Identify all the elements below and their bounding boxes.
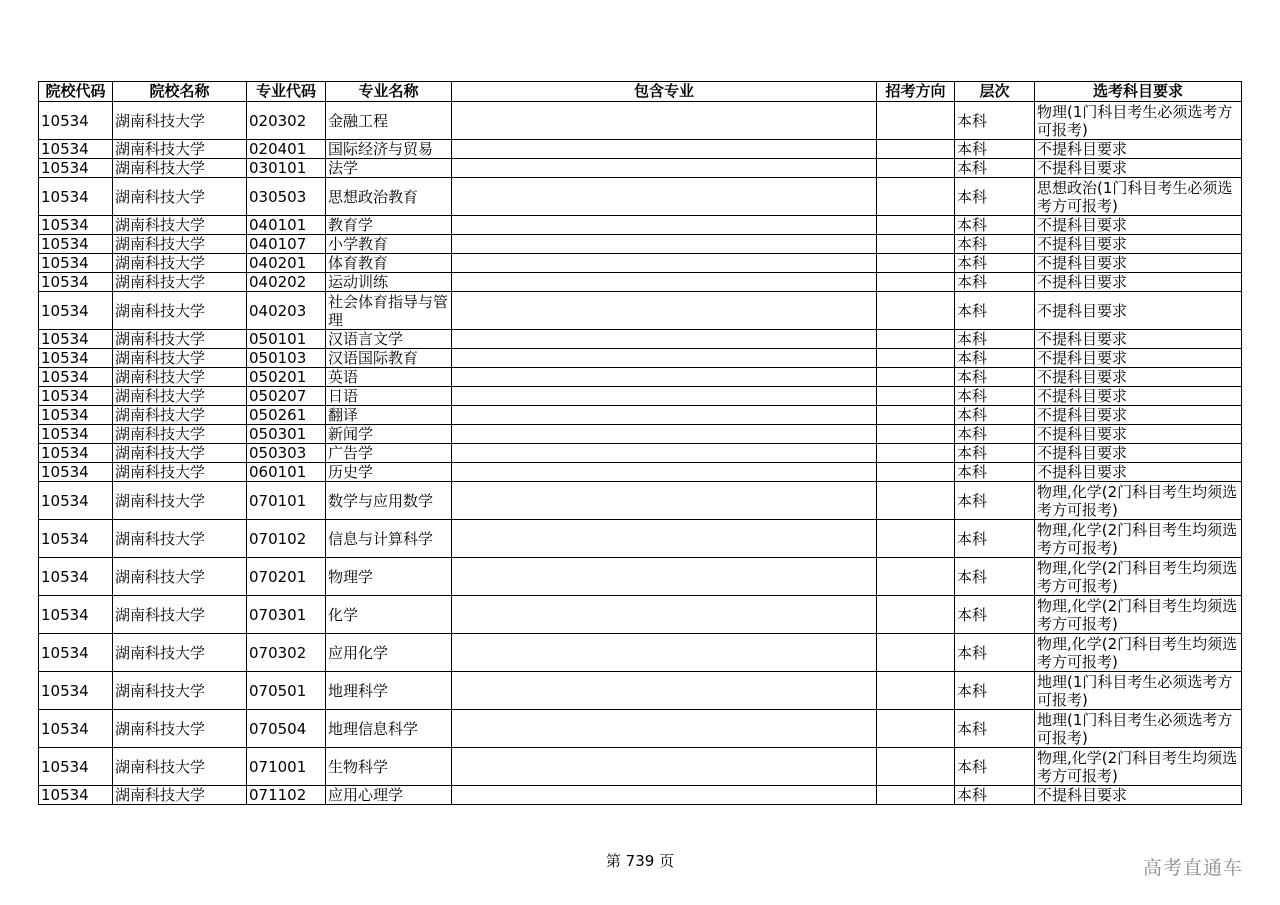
cell-level: 本科 [955,254,1035,273]
table-row [39,634,1242,672]
cell-subject-requirements: 不提科目要求 [1035,786,1242,805]
cell-school-code: 10534 [39,463,113,482]
cell-major-code: 020401 [247,140,326,159]
cell-subject-requirements: 不提科目要求 [1035,387,1242,406]
cell-subject-requirements: 不提科目要求 [1035,406,1242,425]
cell-included-majors [452,463,877,482]
cell-level: 本科 [955,596,1035,634]
table-row [39,273,1242,292]
cell-major-name: 英语 [326,368,452,387]
cell-subject-requirements: 不提科目要求 [1035,330,1242,349]
cell-included-majors [452,178,877,216]
cell-major-name: 汉语言文学 [326,330,452,349]
cell-level: 本科 [955,634,1035,672]
table-row [39,444,1242,463]
cell-major-code: 070301 [247,596,326,634]
cell-school-name: 湖南科技大学 [113,292,247,330]
cell-school-name: 湖南科技大学 [113,786,247,805]
cell-school-name: 湖南科技大学 [113,672,247,710]
cell-school-name: 湖南科技大学 [113,254,247,273]
cell-major-code: 060101 [247,463,326,482]
cell-major-code: 071001 [247,748,326,786]
cell-school-name: 湖南科技大学 [113,482,247,520]
table-header-row [39,82,1242,102]
cell-major-name: 新闻学 [326,425,452,444]
cell-included-majors [452,387,877,406]
cell-subject-requirements: 不提科目要求 [1035,292,1242,330]
cell-admission-direction [877,140,955,159]
cell-school-code: 10534 [39,748,113,786]
table-row [39,349,1242,368]
cell-subject-requirements: 不提科目要求 [1035,444,1242,463]
cell-school-name: 湖南科技大学 [113,444,247,463]
cell-level: 本科 [955,672,1035,710]
cell-included-majors [452,292,877,330]
cell-included-majors [452,159,877,178]
cell-major-name: 信息与计算科学 [326,520,452,558]
header-level: 层次 [955,82,1035,102]
cell-subject-requirements: 物理,化学(2门科目考生均须选考方可报考) [1035,482,1242,520]
cell-admission-direction [877,482,955,520]
cell-school-code: 10534 [39,444,113,463]
cell-major-name: 地理科学 [326,672,452,710]
cell-included-majors [452,368,877,387]
cell-major-code: 050103 [247,349,326,368]
cell-level: 本科 [955,520,1035,558]
header-school-name: 院校名称 [113,82,247,102]
cell-major-name: 法学 [326,159,452,178]
table-row [39,178,1242,216]
cell-school-code: 10534 [39,292,113,330]
cell-admission-direction [877,178,955,216]
cell-admission-direction [877,596,955,634]
table-row [39,596,1242,634]
cell-level: 本科 [955,292,1035,330]
table-row [39,387,1242,406]
cell-admission-direction [877,273,955,292]
cell-school-code: 10534 [39,387,113,406]
table-row [39,520,1242,558]
cell-school-code: 10534 [39,235,113,254]
cell-level: 本科 [955,425,1035,444]
cell-major-code: 050301 [247,425,326,444]
cell-included-majors [452,425,877,444]
cell-school-code: 10534 [39,425,113,444]
table-row [39,425,1242,444]
cell-subject-requirements: 不提科目要求 [1035,368,1242,387]
cell-level: 本科 [955,102,1035,140]
cell-major-code: 050101 [247,330,326,349]
cell-school-code: 10534 [39,406,113,425]
cell-included-majors [452,672,877,710]
cell-admission-direction [877,159,955,178]
cell-included-majors [452,235,877,254]
cell-major-name: 日语 [326,387,452,406]
cell-school-code: 10534 [39,368,113,387]
cell-major-name: 社会体育指导与管理 [326,292,452,330]
cell-school-name: 湖南科技大学 [113,349,247,368]
cell-school-code: 10534 [39,159,113,178]
cell-major-name: 广告学 [326,444,452,463]
cell-included-majors [452,444,877,463]
cell-major-code: 050303 [247,444,326,463]
cell-admission-direction [877,558,955,596]
cell-major-code: 040107 [247,235,326,254]
table-row [39,786,1242,805]
cell-level: 本科 [955,349,1035,368]
cell-school-code: 10534 [39,558,113,596]
cell-major-name: 物理学 [326,558,452,596]
cell-level: 本科 [955,387,1035,406]
table-row [39,159,1242,178]
cell-school-code: 10534 [39,140,113,159]
cell-school-name: 湖南科技大学 [113,425,247,444]
cell-school-name: 湖南科技大学 [113,387,247,406]
cell-school-code: 10534 [39,672,113,710]
cell-admission-direction [877,235,955,254]
cell-major-name: 地理信息科学 [326,710,452,748]
cell-subject-requirements: 物理,化学(2门科目考生均须选考方可报考) [1035,596,1242,634]
cell-school-code: 10534 [39,634,113,672]
table-row [39,292,1242,330]
cell-level: 本科 [955,368,1035,387]
cell-level: 本科 [955,178,1035,216]
cell-admission-direction [877,330,955,349]
cell-admission-direction [877,368,955,387]
cell-major-code: 070102 [247,520,326,558]
cell-school-name: 湖南科技大学 [113,178,247,216]
cell-included-majors [452,520,877,558]
cell-major-code: 050261 [247,406,326,425]
cell-admission-direction [877,748,955,786]
cell-included-majors [452,254,877,273]
cell-major-code: 071102 [247,786,326,805]
cell-included-majors [452,482,877,520]
cell-included-majors [452,216,877,235]
cell-school-code: 10534 [39,710,113,748]
cell-subject-requirements: 不提科目要求 [1035,254,1242,273]
cell-school-code: 10534 [39,178,113,216]
cell-major-code: 020302 [247,102,326,140]
header-major-name: 专业名称 [326,82,452,102]
cell-included-majors [452,786,877,805]
table-row [39,330,1242,349]
cell-school-name: 湖南科技大学 [113,159,247,178]
table-row [39,406,1242,425]
cell-school-name: 湖南科技大学 [113,596,247,634]
table-row [39,102,1242,140]
header-subject-requirements: 选考科目要求 [1035,82,1242,102]
table-row [39,710,1242,748]
cell-major-name: 应用心理学 [326,786,452,805]
cell-included-majors [452,558,877,596]
cell-major-name: 翻译 [326,406,452,425]
cell-subject-requirements: 不提科目要求 [1035,349,1242,368]
cell-school-code: 10534 [39,254,113,273]
cell-included-majors [452,102,877,140]
cell-major-name: 汉语国际教育 [326,349,452,368]
cell-major-name: 小学教育 [326,235,452,254]
cell-major-code: 070101 [247,482,326,520]
cell-included-majors [452,273,877,292]
table-row [39,463,1242,482]
cell-major-code: 070501 [247,672,326,710]
cell-major-code: 040101 [247,216,326,235]
cell-major-code: 040202 [247,273,326,292]
cell-school-name: 湖南科技大学 [113,368,247,387]
cell-subject-requirements: 物理,化学(2门科目考生均须选考方可报考) [1035,520,1242,558]
cell-school-name: 湖南科技大学 [113,520,247,558]
cell-subject-requirements: 物理(1门科目考生必须选考方可报考) [1035,102,1242,140]
cell-included-majors [452,634,877,672]
cell-school-name: 湖南科技大学 [113,216,247,235]
cell-subject-requirements: 不提科目要求 [1035,140,1242,159]
cell-level: 本科 [955,235,1035,254]
table-body [39,102,1242,805]
cell-major-name: 教育学 [326,216,452,235]
table-row [39,140,1242,159]
cell-subject-requirements: 物理,化学(2门科目考生均须选考方可报考) [1035,634,1242,672]
cell-admission-direction [877,634,955,672]
cell-school-name: 湖南科技大学 [113,634,247,672]
cell-school-code: 10534 [39,349,113,368]
cell-level: 本科 [955,558,1035,596]
cell-level: 本科 [955,330,1035,349]
cell-major-code: 070504 [247,710,326,748]
cell-included-majors [452,330,877,349]
cell-level: 本科 [955,406,1035,425]
cell-major-name: 思想政治教育 [326,178,452,216]
table-row [39,235,1242,254]
cell-major-code: 040203 [247,292,326,330]
cell-included-majors [452,406,877,425]
cell-major-name: 数学与应用数学 [326,482,452,520]
cell-major-code: 050207 [247,387,326,406]
cell-major-code: 040201 [247,254,326,273]
header-major-code: 专业代码 [247,82,326,102]
cell-subject-requirements: 不提科目要求 [1035,235,1242,254]
cell-school-name: 湖南科技大学 [113,710,247,748]
cell-subject-requirements: 物理,化学(2门科目考生均须选考方可报考) [1035,748,1242,786]
cell-school-code: 10534 [39,520,113,558]
cell-subject-requirements: 地理(1门科目考生必须选考方可报考) [1035,672,1242,710]
cell-major-name: 生物科学 [326,748,452,786]
cell-level: 本科 [955,786,1035,805]
cell-level: 本科 [955,482,1035,520]
cell-major-code: 030101 [247,159,326,178]
cell-school-name: 湖南科技大学 [113,748,247,786]
table-row [39,254,1242,273]
table-row [39,672,1242,710]
header-admission-direction: 招考方向 [877,82,955,102]
cell-subject-requirements: 不提科目要求 [1035,273,1242,292]
table-row [39,482,1242,520]
cell-admission-direction [877,444,955,463]
cell-level: 本科 [955,463,1035,482]
cell-major-name: 应用化学 [326,634,452,672]
cell-subject-requirements: 不提科目要求 [1035,159,1242,178]
cell-level: 本科 [955,444,1035,463]
cell-major-code: 050201 [247,368,326,387]
cell-admission-direction [877,425,955,444]
cell-admission-direction [877,406,955,425]
cell-subject-requirements: 不提科目要求 [1035,216,1242,235]
cell-school-name: 湖南科技大学 [113,406,247,425]
table-row [39,368,1242,387]
cell-included-majors [452,349,877,368]
table-row [39,216,1242,235]
cell-admission-direction [877,672,955,710]
cell-school-name: 湖南科技大学 [113,273,247,292]
cell-level: 本科 [955,159,1035,178]
cell-level: 本科 [955,748,1035,786]
cell-level: 本科 [955,710,1035,748]
page-number: 第 739 页 [605,852,675,870]
cell-school-name: 湖南科技大学 [113,558,247,596]
cell-major-code: 070302 [247,634,326,672]
table-row [39,558,1242,596]
cell-level: 本科 [955,140,1035,159]
cell-subject-requirements: 思想政治(1门科目考生必须选考方可报考) [1035,178,1242,216]
cell-admission-direction [877,387,955,406]
cell-subject-requirements: 不提科目要求 [1035,463,1242,482]
cell-major-name: 体育教育 [326,254,452,273]
cell-school-code: 10534 [39,102,113,140]
cell-school-code: 10534 [39,216,113,235]
header-included-majors: 包含专业 [452,82,877,102]
cell-admission-direction [877,710,955,748]
cell-major-name: 历史学 [326,463,452,482]
cell-school-code: 10534 [39,330,113,349]
header-school-code: 院校代码 [39,82,113,102]
cell-major-code: 030503 [247,178,326,216]
cell-school-code: 10534 [39,786,113,805]
cell-subject-requirements: 地理(1门科目考生必须选考方可报考) [1035,710,1242,748]
cell-school-name: 湖南科技大学 [113,330,247,349]
cell-school-name: 湖南科技大学 [113,463,247,482]
cell-admission-direction [877,520,955,558]
cell-school-name: 湖南科技大学 [113,140,247,159]
cell-major-name: 金融工程 [326,102,452,140]
cell-subject-requirements: 不提科目要求 [1035,425,1242,444]
cell-admission-direction [877,292,955,330]
cell-major-code: 070201 [247,558,326,596]
cell-admission-direction [877,254,955,273]
cell-included-majors [452,748,877,786]
cell-admission-direction [877,102,955,140]
table-row [39,748,1242,786]
cell-major-name: 化学 [326,596,452,634]
cell-school-code: 10534 [39,482,113,520]
cell-level: 本科 [955,273,1035,292]
cell-included-majors [452,140,877,159]
cell-school-code: 10534 [39,273,113,292]
cell-admission-direction [877,216,955,235]
admission-requirements-table [38,81,1242,805]
cell-major-name: 国际经济与贸易 [326,140,452,159]
cell-school-name: 湖南科技大学 [113,235,247,254]
watermark: 高考直通车 [1143,857,1244,879]
cell-admission-direction [877,349,955,368]
cell-included-majors [452,596,877,634]
cell-level: 本科 [955,216,1035,235]
cell-included-majors [452,710,877,748]
cell-admission-direction [877,463,955,482]
cell-school-code: 10534 [39,596,113,634]
cell-subject-requirements: 物理,化学(2门科目考生均须选考方可报考) [1035,558,1242,596]
cell-school-name: 湖南科技大学 [113,102,247,140]
cell-admission-direction [877,786,955,805]
cell-major-name: 运动训练 [326,273,452,292]
